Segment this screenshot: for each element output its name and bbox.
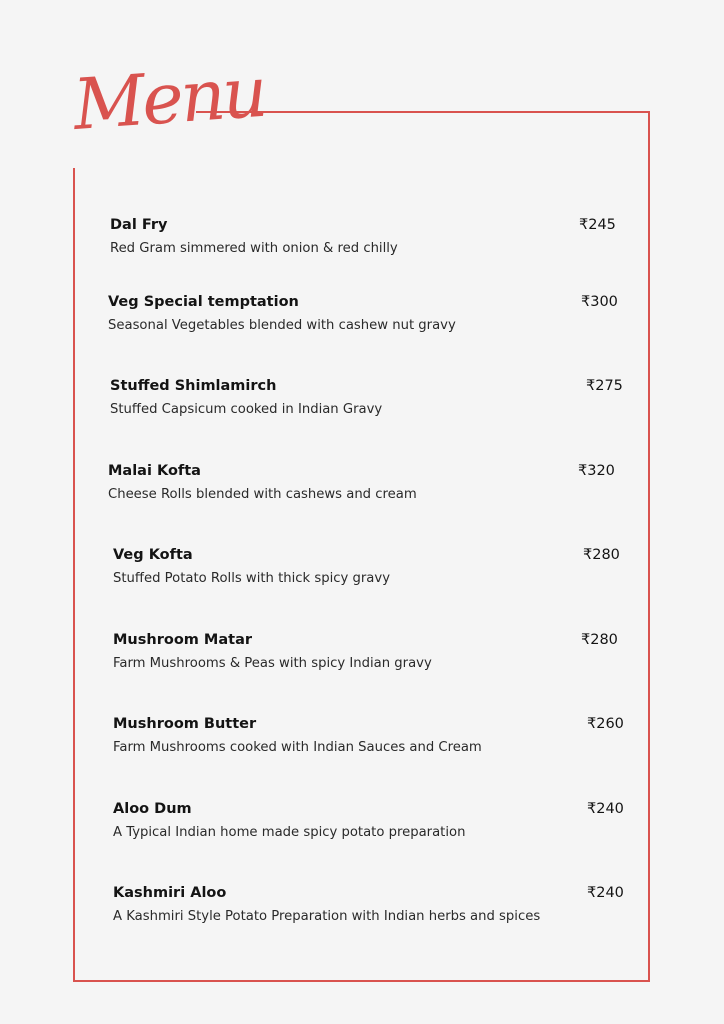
item-price: ₹240 — [587, 801, 624, 817]
menu-title: Menu — [70, 50, 268, 146]
item-price: ₹260 — [587, 716, 624, 732]
item-name: Kashmiri Aloo — [113, 885, 227, 901]
item-description: Cheese Rolls blended with cashews and cream — [108, 487, 417, 502]
item-price: ₹275 — [586, 378, 623, 394]
item-description: A Kashmiri Style Potato Preparation with Indian herbs and spices — [113, 909, 541, 924]
item-price: ₹245 — [579, 217, 616, 233]
item-description: A Typical Indian home made spicy potato preparation — [113, 825, 466, 840]
item-name: Veg Special temptation — [108, 294, 299, 310]
item-name: Mushroom Matar — [113, 632, 253, 648]
item-name: Veg Kofta — [113, 547, 193, 563]
item-price: ₹300 — [581, 294, 618, 310]
item-price: ₹280 — [581, 632, 618, 648]
item-name: Dal Fry — [110, 217, 168, 233]
item-name: Stuffed Shimlamirch — [110, 378, 277, 394]
item-description: Seasonal Vegetables blended with cashew nut gravy — [108, 318, 456, 333]
item-name: Mushroom Butter — [113, 716, 257, 732]
item-description: Stuffed Capsicum cooked in Indian Gravy — [110, 402, 383, 417]
item-description: Farm Mushrooms & Peas with spicy Indian gravy — [113, 656, 432, 671]
item-name: Malai Kofta — [108, 463, 201, 479]
item-name: Aloo Dum — [113, 801, 192, 817]
item-description: Stuffed Potato Rolls with thick spicy gravy — [113, 571, 391, 586]
item-price: ₹320 — [578, 463, 615, 479]
item-description: Red Gram simmered with onion & red chilly — [110, 241, 398, 256]
item-price: ₹240 — [587, 885, 624, 901]
item-description: Farm Mushrooms cooked with Indian Sauces and Cream — [113, 740, 482, 755]
item-price: ₹280 — [583, 547, 620, 563]
